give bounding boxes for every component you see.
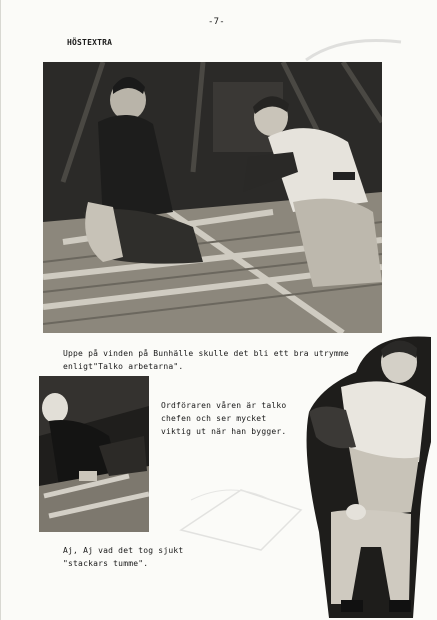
page-number: -7- xyxy=(208,17,225,27)
thumb-caption xyxy=(63,544,183,570)
chairman-caption-line: chefen och ser mycket xyxy=(161,414,267,423)
attic-caption-line: enligt"Talko arbetarna". xyxy=(63,362,184,371)
section-header: HÖSTEXTRA xyxy=(67,38,113,47)
thumb-caption-line: "stackars tumme". xyxy=(63,559,149,568)
attic-photo xyxy=(43,62,382,333)
chairman-caption-line: Ordföraren våren är talko xyxy=(161,401,287,410)
attic-caption-line: Uppe på vinden på Bunhälle skulle det bli ett bra utrymme xyxy=(63,349,349,358)
bleed-through-mark xyxy=(171,470,311,560)
chairman-caption-line: viktig ut när han bygger. xyxy=(161,427,287,436)
thumb-photo xyxy=(39,376,149,532)
chairman-cutout-photo xyxy=(301,332,433,618)
thumb-caption-line: Aj, Aj vad det tog sjukt xyxy=(63,546,184,555)
chairman-caption xyxy=(161,399,286,438)
